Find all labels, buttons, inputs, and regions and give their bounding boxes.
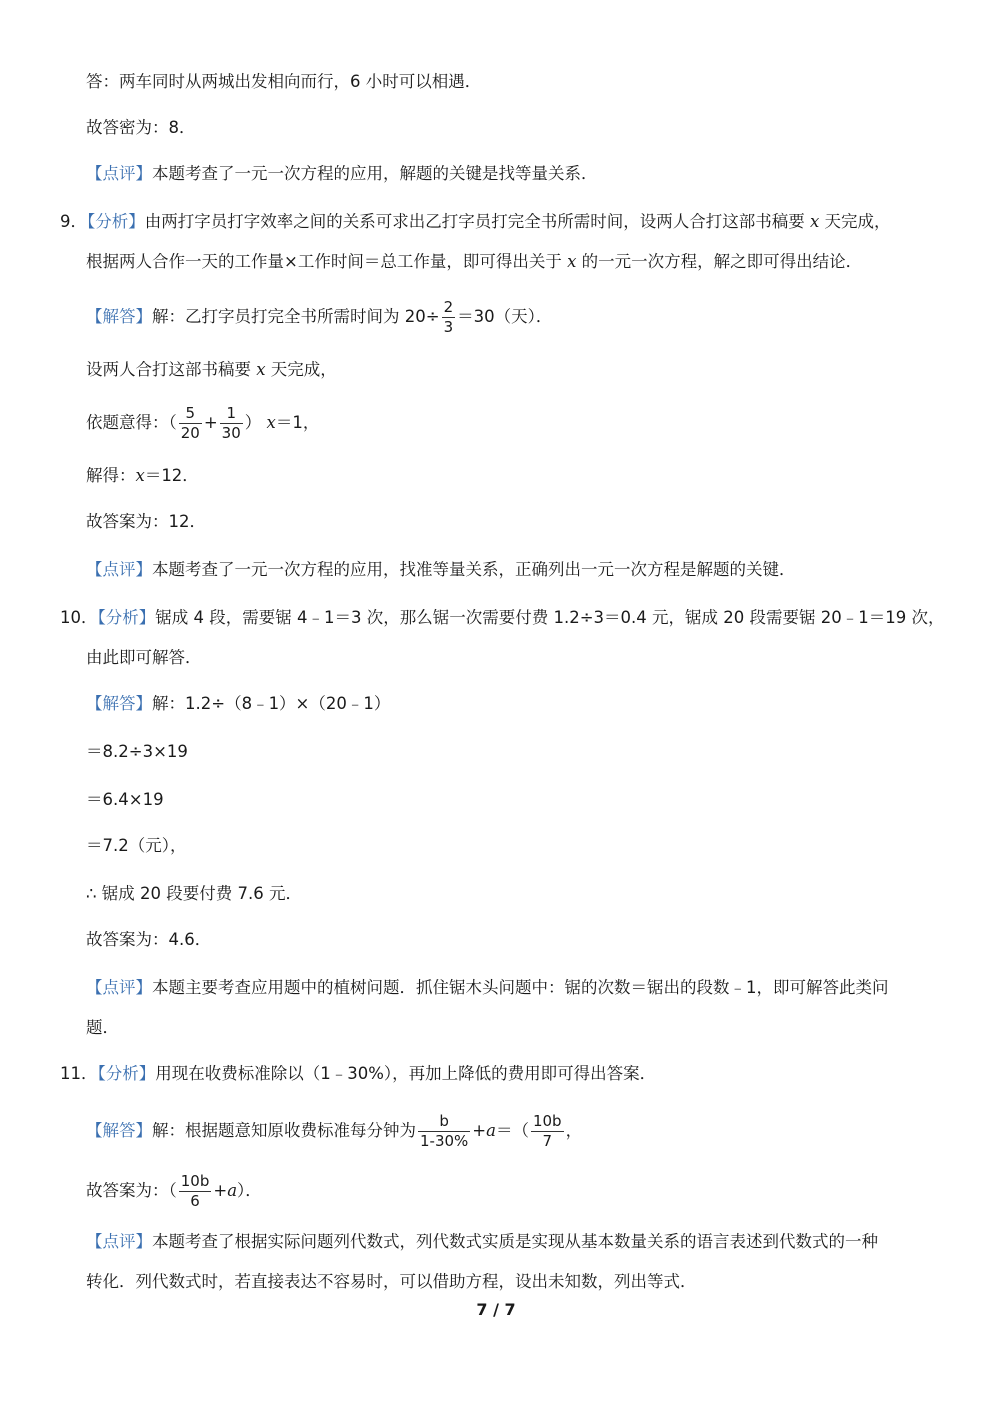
fraction: $\frac{5}{20}$ xyxy=(180,404,200,442)
fraction: $\frac{1}{30}$ xyxy=(221,404,241,442)
comment-tag: 【点评】 xyxy=(86,164,152,183)
q9-solution-line xyxy=(86,300,552,335)
fraction: $\frac{b}{1-30\%}$ xyxy=(420,1112,469,1150)
q9-step: 故答案为：12． xyxy=(86,512,206,531)
q10-solution-line xyxy=(86,692,390,716)
page-number: 7 / 7 xyxy=(476,1300,516,1319)
q10-step: ＝8.2÷3×19 xyxy=(86,742,188,761)
solution-tag: 【解答】 xyxy=(86,694,152,713)
solution-tag: 【解答】 xyxy=(86,307,152,326)
variable: x xyxy=(810,212,820,231)
comment-text: 本题考查了根据实际问题列代数式，列代数式实质是实现从基本数量关系的语言表述到代数式的一种 xyxy=(152,1232,878,1251)
analysis-text: 的一元一次方程，解之即可得出结论． xyxy=(576,252,863,271)
fraction: $\frac{10b}{6}$ xyxy=(180,1172,210,1210)
analysis-text: 用现在收费标准除以（1﹣30%），再加上降低的费用即可得出答案． xyxy=(155,1064,657,1083)
analysis-tag: 【分析】 xyxy=(87,212,145,231)
q10-number: 10． xyxy=(60,608,98,627)
analysis-tag: 【分析】 xyxy=(97,608,156,627)
q11-solution-line: 【解答】解：根据题意知原收费标准每分钟为 $\frac{b}{1-30\%}$ +a＝（ $\frac{10b}{7}$ ， xyxy=(86,1112,583,1150)
q9-step: 设两人合打这部书稿要 x 天完成， xyxy=(86,360,337,379)
analysis-text: 天完成， xyxy=(819,212,891,231)
q10-comment-2: 题． xyxy=(86,1018,119,1037)
q10-step: ∴ 锯成 20 段要付费 7.6 元． xyxy=(86,884,302,903)
comment-line xyxy=(86,162,598,186)
analysis-tag: 【分析】 xyxy=(97,1064,156,1083)
answer-line: 答：两车同时从两城出发相向而行，6 小时可以相遇． xyxy=(86,72,482,91)
q9-comment xyxy=(86,558,796,582)
comment-tag: 【点评】 xyxy=(86,978,152,997)
q9-number: 9． xyxy=(60,212,87,231)
fraction: $\frac{2}{3}$ xyxy=(443,298,454,336)
q10-analysis-line-2: 由此即可解答． xyxy=(86,648,202,667)
q9-step: 解得：x＝12． xyxy=(86,466,199,485)
fraction: $\frac{10b}{7}$ xyxy=(532,1112,562,1150)
comment-text: 本题主要考查应用题中的植树问题．抓住锯木头问题中：锯的次数＝锯出的段数﹣1，即可解答此类问 xyxy=(152,978,889,997)
solution-text: 解：1.2÷（8﹣1）×（20﹣1） xyxy=(152,694,391,713)
q10-analysis-line xyxy=(60,606,944,630)
q11-comment xyxy=(86,1230,878,1254)
solution-text: ＝30（天）． xyxy=(457,307,553,326)
comment-text: 本题考查了一元一次方程的应用，解题的关键是找等量关系． xyxy=(152,164,598,183)
analysis-text: 根据两人合作一天的工作量×工作时间＝总工作量，即可得出关于 xyxy=(86,252,568,271)
q11-step: 故答案为：（ $\frac{10b}{6}$ +a）． xyxy=(86,1172,262,1210)
analysis-text: 由两打字员打字效率之间的关系可求出乙打字员打完全书所需时间，设两人合打这部书稿要 xyxy=(144,212,810,231)
q11-number: 11． xyxy=(60,1064,98,1083)
comment-tag: 【点评】 xyxy=(86,1232,152,1251)
comment-text: 本题考查了一元一次方程的应用，找准等量关系，正确列出一元一次方程是解题的关键． xyxy=(152,560,796,579)
q9-analysis-line xyxy=(60,210,891,234)
analysis-text: 锯成 4 段，需要锯 4﹣1＝3 次，那么锯一次需要付费 1.2÷3＝0.4 元，锯成 20 段需要锯 20﹣1＝19 次， xyxy=(155,608,945,627)
q9-analysis-line-2 xyxy=(86,250,862,274)
answer-line: 故答密为：8． xyxy=(86,118,196,137)
q11-comment-2: 转化．列代数式时，若直接表达不容易时，可以借助方程，设出未知数，列出等式． xyxy=(86,1272,697,1291)
q11-analysis-line xyxy=(60,1062,656,1086)
q10-comment xyxy=(86,976,889,1000)
comment-tag: 【点评】 xyxy=(86,560,152,579)
q10-step: 故答案为：4.6． xyxy=(86,930,212,949)
variable: x xyxy=(567,252,577,271)
q9-step: 依题意得：（ $\frac{5}{20}$ + $\frac{1}{30}$ ） x＝1， xyxy=(86,404,320,442)
solution-tag: 【解答】 xyxy=(86,1121,152,1140)
q10-step: ＝6.4×19 xyxy=(86,790,164,809)
solution-text: 解：乙打字员打完全书所需时间为 20÷ xyxy=(152,307,440,326)
q10-step: ＝7.2（元）， xyxy=(86,836,187,855)
